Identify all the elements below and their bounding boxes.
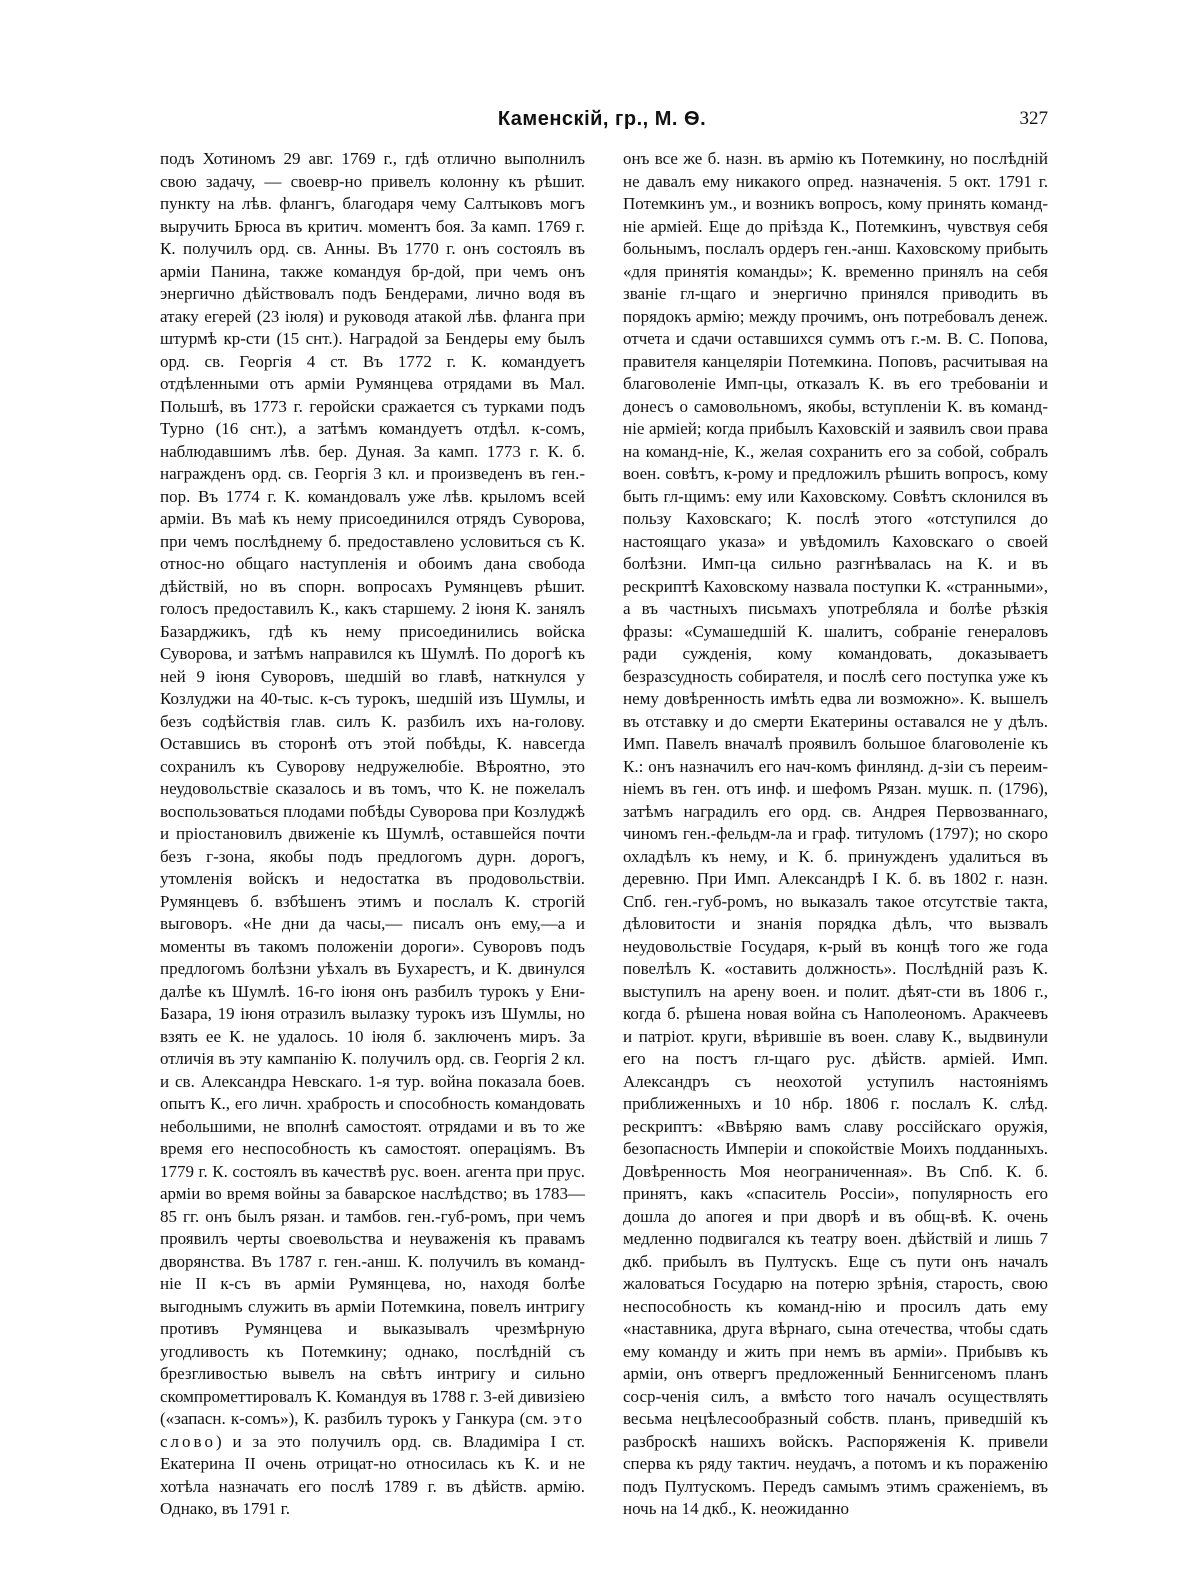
left-column-paragraph [160, 148, 585, 1521]
left-column-text-b: ) и за это получилъ орд. св. Владиміра I ст. Екатерина II очень отрицат-но относилась къ К. и не хотѣла назначать его послѣ 1789 г. въ дѣйств. армію. Однако, въ 1791 г. [160, 1431, 585, 1518]
page-header [156, 108, 1048, 136]
page-number: 327 [1019, 108, 1048, 129]
running-head: Каменскій, гр., М. Ѳ. [497, 108, 707, 130]
right-column-paragraph: онъ все же б. назн. въ армію къ Потемкину, но послѣдній не давалъ ему никакого опред. назначенія. 5 окт. 1791 г. Потемкинъ ум., и возникъ вопросъ, кому принять команд-ніе арміей. Еще до пріѣзда К., Потемкинъ, чувствуя себя больнымъ, послалъ ордеръ ген.-анш. Каховскому прибыть «для принятія команды»; К. временно принялъ на себя званіе гл-щаго и энергично принялся приводить въ порядокъ армію; между прочимъ, онъ потребовалъ денеж. отчета и сдачи оставшихся суммъ отъ г.-м. В. С. Попова, правителя канцеляріи Потемкина. Поповъ, расчитывая на благоволеніе Имп-цы, отказалъ К. въ его требованіи и донесъ о самовольномъ, якобы, вступленіи К. въ команд-ніе арміей; когда прибылъ Каховскій и заявилъ свои права на команд-ніе, К., желая сохранить его за собой, собралъ воен. совѣтъ, к-рому и предложилъ рѣшить вопросъ, кому быть гл-щимъ: ему или Каховскому. Совѣтъ склонился въ пользу Каховскаго; К. послѣ этого «отступился до настоящаго указа» и увѣдомилъ Каховскаго о своей болѣзни. Имп-ца сильно разгнѣвалась на К. и въ рескриптѣ Каховскому назвала поступки К. «странными», а въ частныхъ письмахъ употребляла и болѣе рѣзкія фразы: «Сумашедшій К. шалитъ, собраніе генераловъ ради сужденія, кому командовать, доказываетъ безразсудность собирателя, и послѣ сего поступка уже къ нему довѣренность имѣть едва ли возможно». К. вышелъ въ отставку и до смерти Екатерины оставался не у дѣлъ. Имп. Павелъ вначалѣ проявилъ большое благоволеніе къ К.: онъ назначилъ его нач-комъ финлянд. д-зіи съ переим-ніемъ въ ген. отъ инф. и шефомъ Рязан. мушк. п. (1796), затѣмъ наградилъ его орд. св. Андрея Первозваннаго, чиномъ ген.-фельдм-ла и граф. титуломъ (1797); но скоро охладѣлъ къ нему, и К. б. принужденъ удалиться въ деревню. При Имп. Александрѣ I К. б. въ 1802 г. назн. Спб. ген.-губ-ромъ, но выказалъ такое отсутствіе такта, дѣловитости и знанія порядка дѣлъ, что вызвалъ неудовольствіе Государя, к-рый въ концѣ того же года повелѣлъ К. «оставить должность». Послѣдній разъ К. выступилъ на арену воен. и полит. дѣят-сти въ 1806 г., когда б. рѣшена новая война съ Наполеономъ. Аракчеевъ и патріот. круги, вѣрившіе въ воен. славу К., выдвинули его на постъ гл-щаго рус. дѣйств. арміей. Имп. Александръ съ неохотой уступилъ настояніямъ приближенныхъ и 10 нбр. 1806 г. послалъ К. слѣд. рескриптъ: «Ввѣряю вамъ славу россійскаго оружія, безопасность Имперіи и спокойствіе Моихъ подданныхъ. Довѣренность Моя неограниченная». Въ Спб. К. б. принятъ, какъ «спаситель Россіи», популярность его дошла до апогея и при дворѣ и въ общ-вѣ. К. очень медленно подвигался къ театру воен. дѣйствій и лишь 7 дкб. прибылъ въ Пултускъ. Еще съ пути онъ началъ жаловаться Государю на потерю зрѣнія, старость, свою неспособность къ команд-нію и просилъ дать ему «наставника, друга вѣрнаго, сына отечества, чтобы сдать ему команду и жить при немъ въ арміи». Прибывъ къ арміи, онъ отвергъ предложенный Беннигсеномъ планъ соср-ченія силъ, а вмѣсто того началъ осуществлять весьма нецѣлесообразный собств. планъ, приведшій къ разброскѣ нашихъ войскъ. Распоряженія К. привели сперва къ ряду тактич. неудачъ, а потомъ и къ пораженію подъ Пултускомъ. Передъ самымъ этимъ сраженіемъ, въ ночь на 14 дкб., К. неожиданно [623, 149, 1048, 1518]
right-column [623, 148, 1048, 1518]
left-column-text-a: подъ Хотиномъ 29 авг. 1769 г., гдѣ отлично выполнилъ свою задачу, — своевр-но привелъ колонну къ рѣшит. пункту на лѣв. флангъ, благодаря чему Салтыковъ могъ выручить Брюса въ критич. моментъ боя. За камп. 1769 г. К. получилъ орд. св. Анны. Въ 1770 г. онъ состоялъ въ арміи Панина, также командуя бр-дой, при чемъ онъ энергично дѣйствовалъ подъ Бендерами, лично водя въ атаку егерей (23 іюля) и руководя атакой лѣв. фланга при штурмѣ кр-сти (15 снт.). Наградой за Бендеры ему былъ орд. св. Георгія 4 ст. Въ 1772 г. К. командуетъ отдѣленными отъ арміи Румянцева отрядами въ Мал. Польшѣ, въ 1773 г. геройски сражается съ турками подъ Турно (16 снт.), а затѣмъ командуетъ отдѣл. к-сомъ, наблюдавшимъ лѣв. бер. Дуная. За камп. 1773 г. К. б. награжденъ орд. св. Георгія 3 кл. и произведенъ въ ген.-пор. Въ 1774 г. К. командовалъ уже лѣв. крыломъ всей арміи. Въ маѣ къ нему присоединился отрядъ Суворова, при чемъ послѣднему б. предоставлено условиться съ К. относ-но общаго наступленія и обоимъ дана свобода дѣйствій, но въ спорн. вопросахъ Румянцевъ рѣшит. голосъ предоставилъ К., какъ старшему. 2 іюня К. занялъ Базарджикъ, гдѣ къ нему присоединились войска Суворова, и затѣмъ направился къ Шумлѣ. По дорогѣ къ ней 9 іюня Суворовъ, шедшій во главѣ, наткнулся у Козлуджи на 40-тыс. к-съ турокъ, шедшій изъ Шумлы, и безъ содѣйствія глав. силъ К. разбилъ ихъ на-голову. Оставшись въ сторонѣ отъ этой побѣды, К. навсегда сохранилъ къ Суворову недружелюбіе. Вѣроятно, это неудовольствіе сказалось и въ томъ, что К. не пожелалъ воспользоваться плодами побѣды Суворова при Козлуджѣ и пріостановилъ движеніе къ Шумлѣ, оставшейся почти безъ г-зона, якобы подъ предлогомъ дурн. дорогъ, утомленія войскъ и недостатка въ продовольствіи. Румянцевъ б. взбѣшенъ этимъ и послалъ К. строгій выговоръ. «Не дни да часы,— писалъ онъ ему,—а и моменты въ такомъ положеніи дороги». Суворовъ подъ предлогомъ болѣзни уѣхалъ въ Бухарестъ, и К. двинулся далѣе къ Шумлѣ. 16-го іюня онъ разбилъ турокъ у Ени-Базара, 19 іюня отразилъ вылазку турокъ изъ Шумлы, но взять ее К. не удалось. 10 іюля б. заключенъ миръ. За отличія въ эту кампанію К. получилъ орд. св. Георгія 2 кл. и св. Александра Невскаго. 1-я тур. война показала боев. опытъ К., его личн. храбрость и способность командовать небольшими, не вполнѣ самостоят. отрядами и въ то же время его неспособность къ самостоят. операціямъ. Въ 1779 г. К. состоялъ въ качествѣ рус. воен. агента при прус. арміи во время войны за баварское наслѣдство; въ 1783—85 гг. онъ былъ рязан. и тамбов. ген.-губ-ромъ, при чемъ проявилъ черты своевольства и неуваженія къ правамъ дворянства. Въ 1787 г. ген.-анш. К. получилъ въ команд-ніе II к-съ въ арміи Румянцева, но, находя болѣе выгоднымъ служить въ арміи Потемкина, повелъ интригу противъ Румянцева и выказывалъ чрезмѣрную угодливость къ Потемкину; однако, послѣдній съ брезгливостью вывелъ на свѣтъ интригу и сильно скомпрометтировалъ К. Командуя въ 1788 г. 3-ей дивизіею («запасн. к-сомъ»), К. разбилъ турокъ у Ганкура (см. [160, 149, 585, 1428]
left-column [160, 148, 585, 1518]
cross-reference: это слово [160, 1409, 585, 1451]
